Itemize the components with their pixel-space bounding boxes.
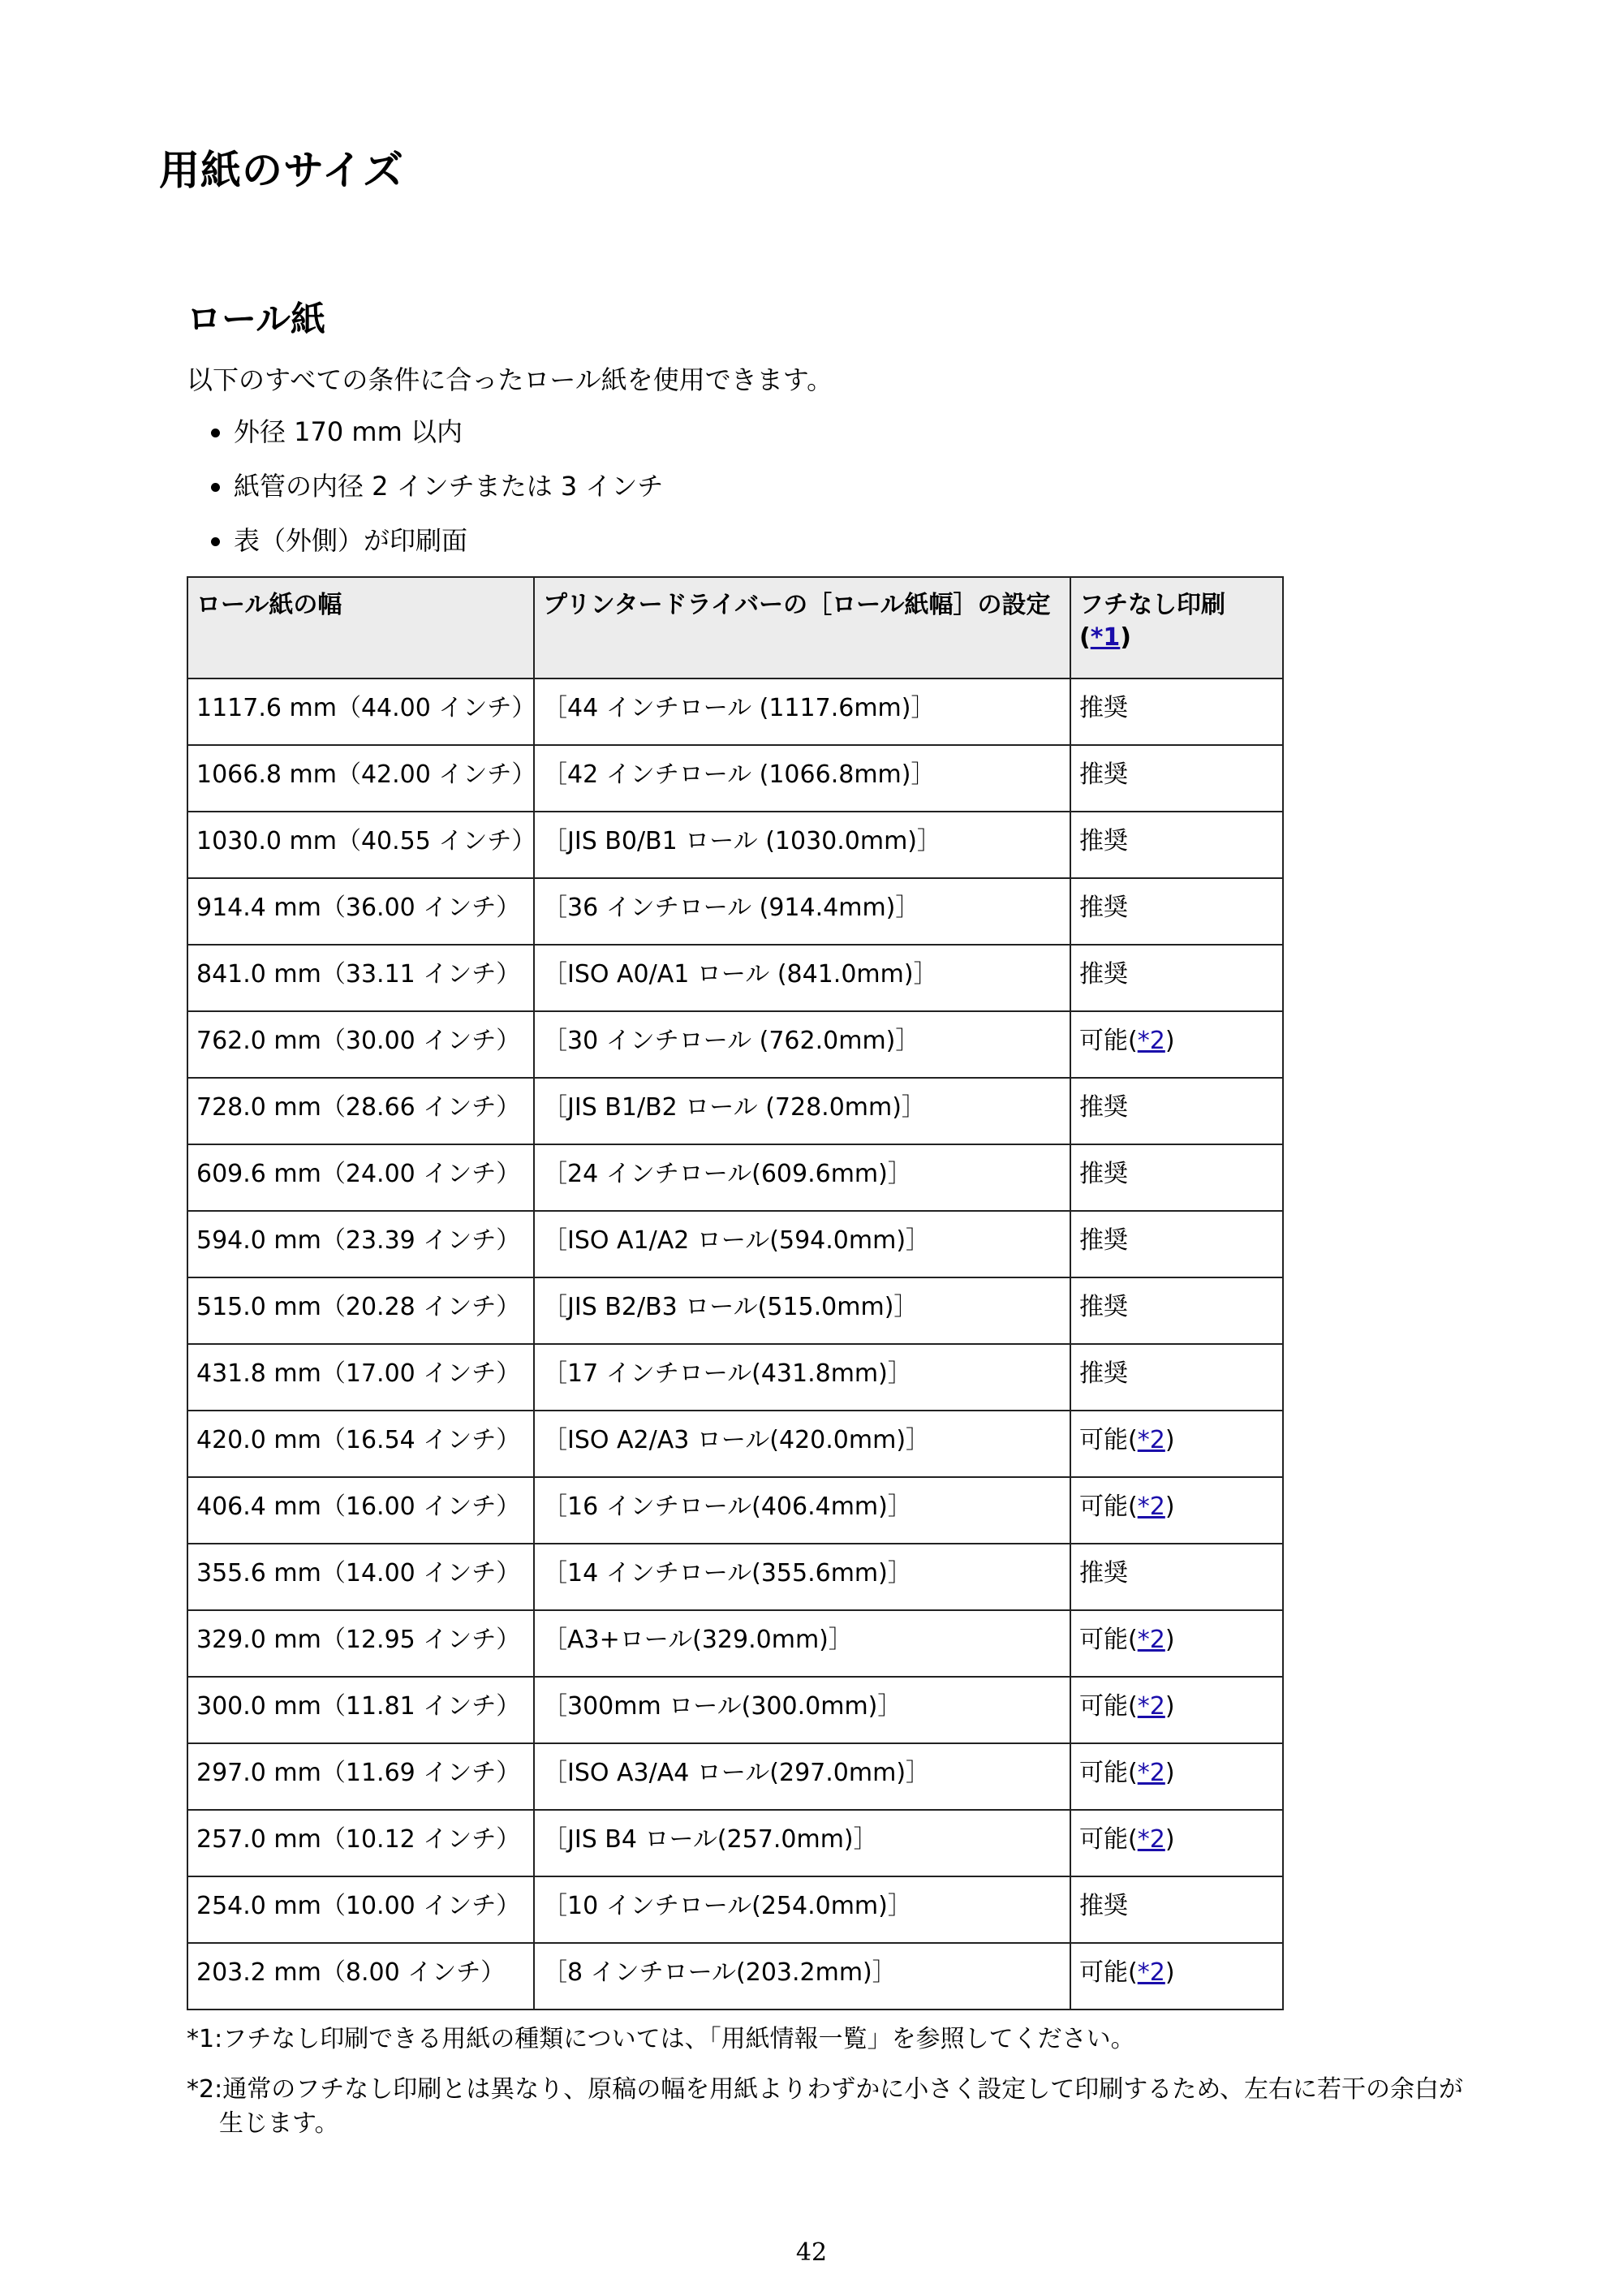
borderless-label: 推奨	[1079, 960, 1128, 989]
borderless-label: 可能	[1079, 1759, 1128, 1787]
condition-item	[187, 407, 663, 462]
footnote-link-2[interactable]: *2	[1137, 1759, 1165, 1787]
conditions-list	[187, 407, 663, 571]
cell-width: 431.8 mm（17.00 インチ）	[187, 1344, 534, 1411]
cell-driver-setting: ［ISO A0/A1 ロール (841.0mm)］	[534, 945, 1070, 1011]
cell-driver-setting: ［300mm ロール(300.0mm)］	[534, 1677, 1070, 1743]
borderless-label: 推奨	[1079, 1359, 1128, 1388]
cell-driver-setting: ［JIS B4 ロール(257.0mm)］	[534, 1810, 1070, 1876]
footnote-link-2[interactable]: *2	[1137, 1692, 1165, 1721]
cell-borderless	[1070, 878, 1283, 945]
table-row	[187, 1277, 1283, 1344]
table-row	[187, 1544, 1283, 1610]
cell-driver-setting: ［10 インチロール(254.0mm)］	[534, 1876, 1070, 1943]
cell-width: 1066.8 mm（42.00 インチ）	[187, 745, 534, 812]
cell-borderless	[1070, 945, 1283, 1011]
cell-width: 203.2 mm（8.00 インチ）	[187, 1943, 534, 2010]
bullet-icon	[211, 429, 220, 437]
footnote-link-2[interactable]: *2	[1137, 1426, 1165, 1454]
cell-driver-setting: ［44 インチロール (1117.6mm)］	[534, 678, 1070, 745]
cell-borderless	[1070, 745, 1283, 812]
borderless-label: 推奨	[1079, 1093, 1128, 1122]
cell-driver-setting: ［8 インチロール(203.2mm)］	[534, 1943, 1070, 2010]
cell-width: 406.4 mm（16.00 インチ）	[187, 1477, 534, 1544]
page-title: 用紙のサイズ	[159, 147, 404, 194]
cell-driver-setting: ［ISO A3/A4 ロール(297.0mm)］	[534, 1743, 1070, 1810]
cell-width: 1117.6 mm（44.00 インチ）	[187, 678, 534, 745]
table-row	[187, 1144, 1283, 1211]
cell-width: 515.0 mm（20.28 インチ）	[187, 1277, 534, 1344]
paren-open: (	[1079, 623, 1091, 652]
footnote-link-2[interactable]: *2	[1137, 1958, 1165, 1987]
table-row	[187, 1943, 1283, 2010]
cell-borderless	[1070, 1078, 1283, 1144]
cell-borderless	[1070, 1277, 1283, 1344]
borderless-label: 推奨	[1079, 1293, 1128, 1321]
condition-text: 外径 170 mm 以内	[234, 416, 463, 447]
cell-driver-setting: ［ISO A2/A3 ロール(420.0mm)］	[534, 1411, 1070, 1477]
footnotes	[187, 2022, 1485, 2157]
cell-borderless: 可能(*2)	[1070, 1677, 1283, 1743]
cell-borderless	[1070, 1211, 1283, 1277]
bullet-icon	[211, 483, 220, 492]
cell-borderless	[1070, 1144, 1283, 1211]
footnote-1: *1:フチなし印刷できる用紙の種類については、「用紙情報一覧」を参照してください。	[187, 2025, 1135, 2053]
header-borderless-label: フチなし印刷	[1079, 591, 1225, 619]
cell-width: 300.0 mm（11.81 インチ）	[187, 1677, 534, 1743]
cell-borderless: 可能(*2)	[1070, 1810, 1283, 1876]
header-borderless	[1070, 577, 1283, 678]
cell-width: 257.0 mm（10.12 インチ）	[187, 1810, 534, 1876]
cell-borderless	[1070, 812, 1283, 878]
borderless-label: 推奨	[1079, 1559, 1128, 1587]
cell-width: 914.4 mm（36.00 インチ）	[187, 878, 534, 945]
table-row	[187, 1078, 1283, 1144]
cell-driver-setting: ［ISO A1/A2 ロール(594.0mm)］	[534, 1211, 1070, 1277]
cell-borderless: 可能(*2)	[1070, 1411, 1283, 1477]
cell-driver-setting: ［30 インチロール (762.0mm)］	[534, 1011, 1070, 1078]
cell-width: 297.0 mm（11.69 インチ）	[187, 1743, 534, 1810]
cell-borderless: 可能(*2)	[1070, 1743, 1283, 1810]
cell-width: 420.0 mm（16.54 インチ）	[187, 1411, 534, 1477]
cell-borderless	[1070, 1544, 1283, 1610]
borderless-label: 可能	[1079, 1825, 1128, 1854]
table-row	[187, 745, 1283, 812]
table-row	[187, 1411, 1283, 1477]
footnote-link-1[interactable]: *1	[1090, 623, 1121, 652]
table-row	[187, 812, 1283, 878]
table-row	[187, 1344, 1283, 1411]
borderless-label: 可能	[1079, 1958, 1128, 1987]
footnote-2: *2:通常のフチなし印刷とは異なり、原稿の幅を用紙よりわずかに小さく設定して印刷するため、左右に若干の余白が生じます。	[187, 2075, 1463, 2138]
borderless-label: 推奨	[1079, 1226, 1128, 1255]
page-number: 42	[795, 2238, 828, 2267]
cell-driver-setting: ［24 インチロール(609.6mm)］	[534, 1144, 1070, 1211]
table-row	[187, 1876, 1283, 1943]
header-driver-setting: プリンタードライバーの［ロール紙幅］の設定	[534, 577, 1070, 678]
borderless-label: 推奨	[1079, 760, 1128, 789]
cell-borderless: 可能(*2)	[1070, 1610, 1283, 1677]
cell-width: 355.6 mm（14.00 インチ）	[187, 1544, 534, 1610]
cell-driver-setting: ［A3+ロール(329.0mm)］	[534, 1610, 1070, 1677]
cell-driver-setting: ［36 インチロール (914.4mm)］	[534, 878, 1070, 945]
table-body	[187, 678, 1283, 2010]
cell-borderless: 可能(*2)	[1070, 1477, 1283, 1544]
cell-driver-setting: ［14 インチロール(355.6mm)］	[534, 1544, 1070, 1610]
borderless-label: 可能	[1079, 1626, 1128, 1654]
bullet-icon	[211, 537, 220, 546]
table-header-row	[187, 577, 1283, 678]
footnote-link-2[interactable]: *2	[1137, 1825, 1165, 1854]
cell-borderless	[1070, 1344, 1283, 1411]
footnote-link-2[interactable]: *2	[1137, 1493, 1165, 1521]
cell-driver-setting: ［JIS B0/B1 ロール (1030.0mm)］	[534, 812, 1070, 878]
cell-driver-setting: ［42 インチロール (1066.8mm)］	[534, 745, 1070, 812]
cell-borderless: 可能(*2)	[1070, 1943, 1283, 2010]
cell-driver-setting: ［16 インチロール(406.4mm)］	[534, 1477, 1070, 1544]
table-row	[187, 1477, 1283, 1544]
borderless-label: 推奨	[1079, 694, 1128, 722]
borderless-label: 可能	[1079, 1692, 1128, 1721]
table-row	[187, 878, 1283, 945]
cell-width: 254.0 mm（10.00 インチ）	[187, 1876, 534, 1943]
cell-width: 728.0 mm（28.66 インチ）	[187, 1078, 534, 1144]
cell-width: 841.0 mm（33.11 インチ）	[187, 945, 534, 1011]
footnote-link-2[interactable]: *2	[1137, 1027, 1165, 1055]
condition-text: 表（外側）が印刷面	[234, 525, 468, 556]
cell-driver-setting: ［17 インチロール(431.8mm)］	[534, 1344, 1070, 1411]
cell-borderless	[1070, 1876, 1283, 1943]
borderless-label: 推奨	[1079, 1892, 1128, 1920]
cell-width: 609.6 mm（24.00 インチ）	[187, 1144, 534, 1211]
table-row	[187, 1610, 1283, 1677]
condition-item	[187, 462, 663, 516]
table-row	[187, 945, 1283, 1011]
cell-width: 594.0 mm（23.39 インチ）	[187, 1211, 534, 1277]
cell-borderless	[1070, 678, 1283, 745]
table-row	[187, 1677, 1283, 1743]
borderless-label: 推奨	[1079, 894, 1128, 922]
borderless-label: 可能	[1079, 1493, 1128, 1521]
cell-driver-setting: ［JIS B2/B3 ロール(515.0mm)］	[534, 1277, 1070, 1344]
table-row	[187, 1810, 1283, 1876]
section-title: ロール紙	[187, 299, 326, 340]
borderless-label: 推奨	[1079, 1160, 1128, 1188]
table-row	[187, 1743, 1283, 1810]
cell-width: 1030.0 mm（40.55 インチ）	[187, 812, 534, 878]
roll-paper-table	[187, 576, 1284, 2010]
borderless-label: 可能	[1079, 1426, 1128, 1454]
cell-width: 329.0 mm（12.95 インチ）	[187, 1610, 534, 1677]
cell-borderless: 可能(*2)	[1070, 1011, 1283, 1078]
borderless-label: 可能	[1079, 1027, 1128, 1055]
paren-close: )	[1120, 623, 1131, 652]
intro-text: 以下のすべての条件に合ったロール紙を使用できます。	[187, 364, 833, 395]
table-row	[187, 1211, 1283, 1277]
condition-text: 紙管の内径 2 インチまたは 3 インチ	[234, 471, 664, 502]
table-row	[187, 1011, 1283, 1078]
condition-item	[187, 516, 663, 571]
cell-width: 762.0 mm（30.00 インチ）	[187, 1011, 534, 1078]
table-row	[187, 678, 1283, 745]
borderless-label: 推奨	[1079, 827, 1128, 855]
footnote-link-2[interactable]: *2	[1137, 1626, 1165, 1654]
header-width: ロール紙の幅	[187, 577, 534, 678]
cell-driver-setting: ［JIS B1/B2 ロール (728.0mm)］	[534, 1078, 1070, 1144]
